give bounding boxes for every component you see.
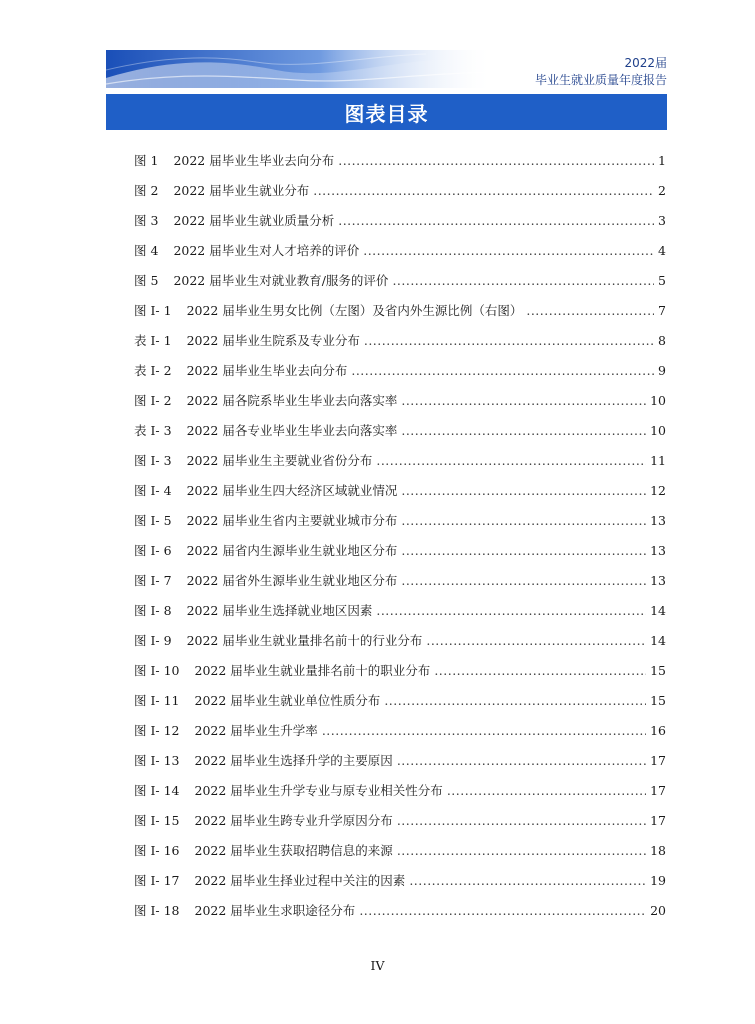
toc-entry-label: 2022 届毕业生主要就业省份分布 xyxy=(186,453,373,468)
toc-entry[interactable] xyxy=(134,691,666,721)
toc-entry-number: 图 I- 2 xyxy=(134,393,172,408)
toc-entry-number: 图 3 xyxy=(134,213,159,228)
page-number: IV xyxy=(370,958,385,973)
toc-entry-label: 2022 届省内生源毕业生就业地区分布 xyxy=(186,543,398,558)
section-title-bar xyxy=(106,94,667,130)
toc-entry-number: 图 I- 3 xyxy=(134,453,172,468)
toc-entry-label: 2022 届毕业生跨专业升学原因分布 xyxy=(194,813,393,828)
toc-leader-dots xyxy=(401,543,646,558)
toc-entry[interactable] xyxy=(134,751,666,781)
toc-list xyxy=(134,151,666,931)
toc-entry-number: 图 I- 7 xyxy=(134,573,172,588)
toc-leader-dots xyxy=(363,243,654,258)
toc-entry-label: 2022 届各专业毕业生毕业去向落实率 xyxy=(186,423,398,438)
toc-entry-label: 2022 届省外生源毕业生就业地区分布 xyxy=(186,573,398,588)
toc-entry[interactable] xyxy=(134,721,666,751)
toc-entry-page: 10 xyxy=(650,393,666,408)
toc-leader-dots xyxy=(401,483,646,498)
toc-entry-label: 2022 届毕业生就业质量分析 xyxy=(173,213,335,228)
toc-entry-page: 15 xyxy=(650,693,666,708)
toc-entry-label: 2022 届毕业生就业分布 xyxy=(173,183,310,198)
toc-entry[interactable] xyxy=(134,631,666,661)
toc-leader-dots xyxy=(364,333,654,348)
toc-entry-page: 4 xyxy=(658,243,666,258)
toc-leader-dots xyxy=(376,603,646,618)
toc-entry-page: 11 xyxy=(650,453,666,468)
toc-entry-number: 图 I- 8 xyxy=(134,603,172,618)
toc-entry-page: 8 xyxy=(658,333,666,348)
toc-entry-number: 图 1 xyxy=(134,153,159,168)
toc-entry-number: 表 I- 3 xyxy=(134,423,172,438)
toc-entry-number: 图 5 xyxy=(134,273,159,288)
toc-entry-number: 图 I- 10 xyxy=(134,663,180,678)
toc-entry-label: 2022 届毕业生对就业教育/服务的评价 xyxy=(173,273,389,288)
toc-entry-label: 2022 届毕业生对人才培养的评价 xyxy=(173,243,360,258)
toc-leader-dots xyxy=(401,573,646,588)
toc-leader-dots xyxy=(434,663,646,678)
toc-entry-page: 19 xyxy=(650,873,666,888)
toc-entry-page: 10 xyxy=(650,423,666,438)
toc-leader-dots xyxy=(322,723,646,738)
toc-entry[interactable] xyxy=(134,271,666,301)
toc-entry-number: 图 I- 5 xyxy=(134,513,172,528)
toc-entry[interactable] xyxy=(134,211,666,241)
toc-entry-label: 2022 届毕业生就业量排名前十的行业分布 xyxy=(186,633,423,648)
toc-leader-dots xyxy=(401,513,646,528)
toc-leader-dots xyxy=(376,453,646,468)
header-year: 2022届 xyxy=(624,56,667,70)
toc-leader-dots xyxy=(351,363,654,378)
toc-entry-page: 9 xyxy=(658,363,666,378)
toc-leader-dots xyxy=(401,393,646,408)
toc-entry-number: 图 I- 12 xyxy=(134,723,180,738)
toc-entry-number: 图 I- 13 xyxy=(134,753,180,768)
toc-entry-page: 7 xyxy=(658,303,666,318)
toc-entry[interactable] xyxy=(134,301,666,331)
toc-leader-dots xyxy=(338,213,654,228)
toc-entry[interactable] xyxy=(134,781,666,811)
toc-leader-dots xyxy=(397,843,646,858)
toc-entry-page: 5 xyxy=(658,273,666,288)
toc-entry-number: 图 I- 4 xyxy=(134,483,172,498)
toc-entry-page: 18 xyxy=(650,843,666,858)
toc-entry-number: 图 I- 14 xyxy=(134,783,180,798)
toc-entry-number: 图 2 xyxy=(134,183,159,198)
toc-entry[interactable] xyxy=(134,511,666,541)
toc-entry-number: 图 4 xyxy=(134,243,159,258)
toc-entry-label: 2022 届毕业生择业过程中关注的因素 xyxy=(194,873,406,888)
toc-entry-label: 2022 届毕业生选择升学的主要原因 xyxy=(194,753,393,768)
toc-entry[interactable] xyxy=(134,601,666,631)
toc-entry[interactable] xyxy=(134,541,666,571)
toc-entry[interactable] xyxy=(134,571,666,601)
toc-entry-number: 表 I- 1 xyxy=(134,333,172,348)
toc-entry[interactable] xyxy=(134,331,666,361)
toc-entry-page: 12 xyxy=(650,483,666,498)
toc-entry-page: 14 xyxy=(650,603,666,618)
toc-entry-number: 图 I- 18 xyxy=(134,903,180,918)
toc-leader-dots xyxy=(384,693,646,708)
page-title: 图表目录 xyxy=(344,101,429,126)
toc-entry[interactable] xyxy=(134,241,666,271)
toc-leader-dots xyxy=(401,423,646,438)
toc-entry-number: 图 I- 11 xyxy=(134,693,180,708)
toc-entry-label: 2022 届毕业生就业单位性质分布 xyxy=(194,693,381,708)
toc-entry-page: 17 xyxy=(650,753,666,768)
toc-entry-page: 16 xyxy=(650,723,666,738)
toc-entry-label: 2022 届毕业生毕业去向分布 xyxy=(186,363,348,378)
toc-entry[interactable] xyxy=(134,481,666,511)
header-report-title: 毕业生就业质量年度报告 xyxy=(534,73,667,87)
toc-entry-number: 图 I- 9 xyxy=(134,633,172,648)
toc-entry-label: 2022 届毕业生升学率 xyxy=(194,723,318,738)
toc-entry-label: 2022 届毕业生求职途径分布 xyxy=(194,903,356,918)
toc-leader-dots xyxy=(526,303,654,318)
toc-entry-label: 2022 届毕业生四大经济区域就业情况 xyxy=(186,483,398,498)
toc-leader-dots xyxy=(447,783,646,798)
toc-entry-label: 2022 届毕业生获取招聘信息的来源 xyxy=(194,843,393,858)
toc-entry-page: 17 xyxy=(650,783,666,798)
toc-entry[interactable] xyxy=(134,841,666,871)
toc-entry-page: 17 xyxy=(650,813,666,828)
toc-leader-dots xyxy=(359,903,646,918)
toc-leader-dots xyxy=(426,633,646,648)
toc-entry-number: 图 I- 15 xyxy=(134,813,180,828)
toc-entry[interactable] xyxy=(134,421,666,451)
toc-entry-label: 2022 届毕业生选择就业地区因素 xyxy=(186,603,373,618)
toc-entry-number: 图 I- 16 xyxy=(134,843,180,858)
toc-entry-label: 2022 届毕业生省内主要就业城市分布 xyxy=(186,513,398,528)
toc-entry[interactable] xyxy=(134,901,666,931)
toc-leader-dots xyxy=(338,153,654,168)
toc-entry-label: 2022 届毕业生院系及专业分布 xyxy=(186,333,360,348)
toc-entry-page: 2 xyxy=(658,183,666,198)
toc-entry-page: 15 xyxy=(650,663,666,678)
toc-entry-number: 图 I- 6 xyxy=(134,543,172,558)
toc-entry-page: 1 xyxy=(658,153,666,168)
toc-entry[interactable] xyxy=(134,151,666,181)
toc-entry[interactable] xyxy=(134,451,666,481)
toc-entry[interactable] xyxy=(134,181,666,211)
toc-entry-number: 图 I- 1 xyxy=(134,303,172,318)
toc-leader-dots xyxy=(397,813,646,828)
toc-entry-label: 2022 届毕业生毕业去向分布 xyxy=(173,153,335,168)
toc-entry-page: 20 xyxy=(650,903,666,918)
toc-entry-page: 13 xyxy=(650,573,666,588)
toc-leader-dots xyxy=(409,873,646,888)
toc-entry-label: 2022 届毕业生就业量排名前十的职业分布 xyxy=(194,663,431,678)
toc-entry[interactable] xyxy=(134,661,666,691)
toc-entry[interactable] xyxy=(134,811,666,841)
toc-entry-page: 3 xyxy=(658,213,666,228)
toc-entry[interactable] xyxy=(134,871,666,901)
header-wave-banner xyxy=(106,50,494,88)
toc-entry-label: 2022 届毕业生男女比例（左图）及省内外生源比例（右图） xyxy=(186,303,523,318)
toc-leader-dots xyxy=(397,753,646,768)
toc-leader-dots xyxy=(392,273,654,288)
toc-entry-label: 2022 届各院系毕业生毕业去向落实率 xyxy=(186,393,398,408)
toc-entry[interactable] xyxy=(134,391,666,421)
toc-leader-dots xyxy=(313,183,654,198)
toc-entry-page: 13 xyxy=(650,513,666,528)
toc-entry-page: 14 xyxy=(650,633,666,648)
toc-entry-label: 2022 届毕业生升学专业与原专业相关性分布 xyxy=(194,783,443,798)
toc-entry-number: 图 I- 17 xyxy=(134,873,180,888)
toc-entry-page: 13 xyxy=(650,543,666,558)
toc-entry[interactable] xyxy=(134,361,666,391)
toc-entry-number: 表 I- 2 xyxy=(134,363,172,378)
